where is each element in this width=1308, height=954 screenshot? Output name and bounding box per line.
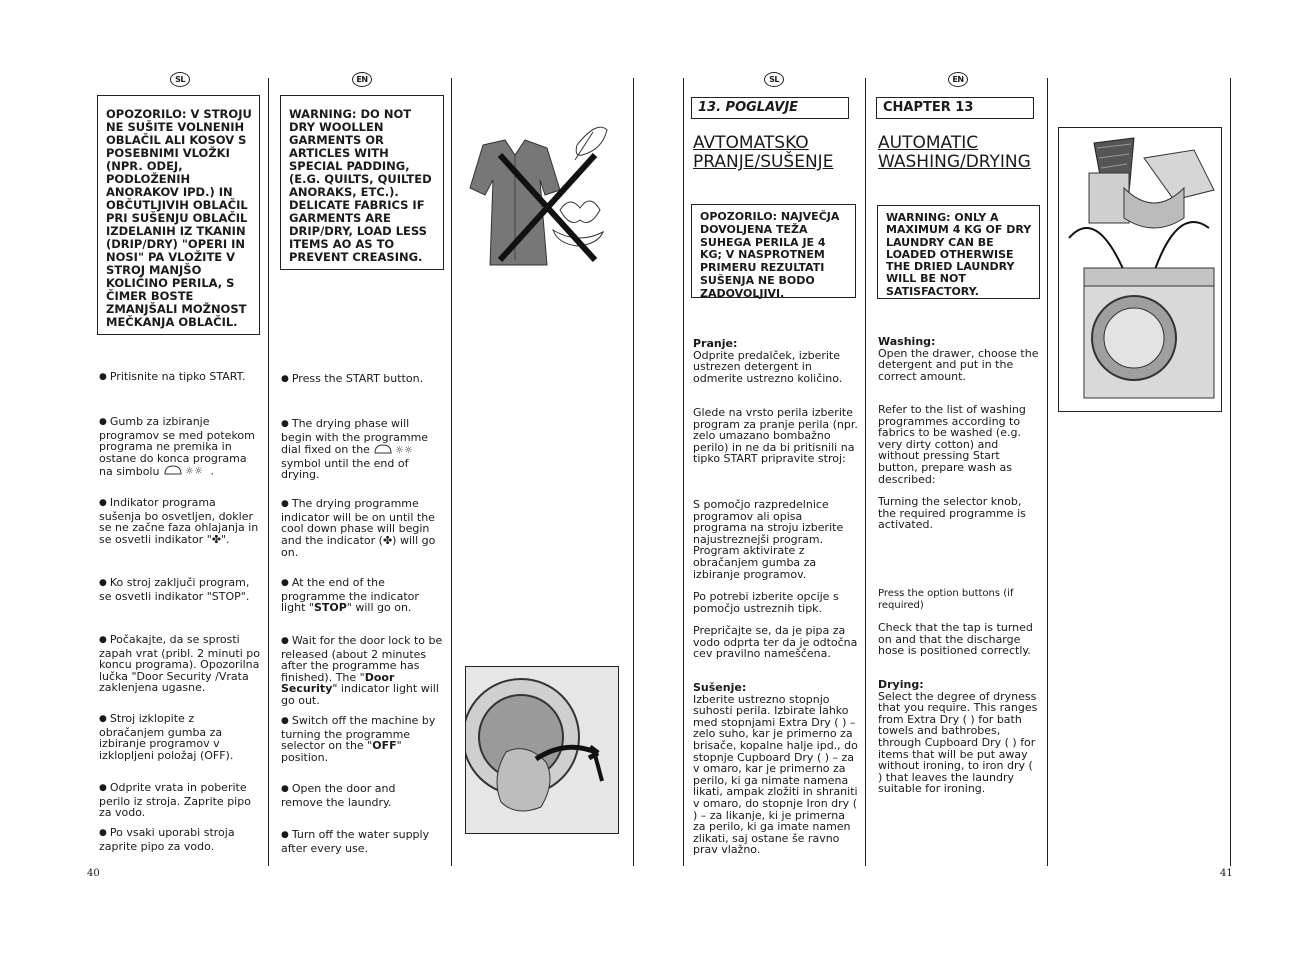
language-badge-sl: SL (170, 72, 190, 87)
sl-washing-section (693, 338, 858, 384)
dry-symbol-icon (163, 464, 207, 479)
en-washing-p2: Refer to the list of washing programmes according to fabrics to be washed (e.g. very dirty cotton) and without pressing Start button, prepare wash as described: (878, 403, 1026, 486)
en-warning-box (280, 95, 444, 270)
en-step-4 (281, 577, 443, 614)
en-chapter-text: CHAPTER 13 (883, 100, 974, 115)
language-badge-sl: SL (764, 72, 784, 87)
svg-text:☼☼: ☼☼ (395, 445, 414, 456)
page-number-left: 40 (87, 868, 100, 879)
en-max-load-warning (877, 205, 1040, 299)
sl-max-load-warning-text: OPOZORILO: NAJVEČJA DOVOLJENA TEŽA SUHEGA PERILA JE 4 KG; V NASPROTNEM PRIMERU REZULTATI SUŠENJA NE BODO ZADOVOLJIVI. (700, 210, 840, 300)
en-step-2 (281, 418, 441, 481)
en-step-5-end: " indicator light will go out. (281, 682, 439, 707)
en-step-2-end: symbol until the end of drying. (281, 456, 409, 482)
en-step-3 (281, 498, 443, 558)
garment-crossed-icon (465, 100, 620, 270)
sl-step-3-end: ". (220, 532, 230, 546)
sl-step-6: ● Stroj izklopite z obračanjem gumba za izbiranje programov v izklopljeni položaj (OFF). (99, 713, 261, 761)
sl-step-3 (99, 497, 261, 546)
en-step-5-door-security: Door Security (281, 670, 395, 696)
en-drying-text: Select the degree of dryness that you require. This ranges from Extra Dry ( ) for bath towels and bathrobes, through Cupboard Dry ( ) for items that will be put away without ironing, to iron dry ( ) that leaves the laundry suitable for ironing. (878, 689, 1038, 796)
en-step-3-end: ) will go on. (281, 533, 436, 559)
svg-text:☼☼: ☼☼ (184, 466, 203, 477)
en-step-5-text: ● Wait for the door lock to be released (about 2 minutes after the programme has finished). The " (281, 634, 442, 684)
en-title-line-1: AUTOMATIC (878, 133, 979, 153)
en-washing-section (878, 336, 1040, 382)
sl-washing-p3: S pomočjo razpredelnice programov ali opisa programa na stroju izberite najustreznejši program. Program aktivirate z obračanjem gumba za izbiranje programov. (693, 498, 844, 581)
language-badge-en: EN (352, 72, 372, 87)
sl-washing-p1: Odprite predalček, izberite ustrezen detergent in odmerite ustrezno količino. (693, 348, 843, 385)
language-badge-en: EN (948, 72, 968, 87)
sl-max-load-warning (691, 204, 856, 298)
sl-step-3-text: ● Indikator programa sušenja bo osvetljen, dokler se ne začne faza ohlajanja in se osvetli indikator " (99, 496, 258, 546)
sl-title-line-1: AVTOMATSKO (693, 133, 809, 153)
fan-icon: ✤ (211, 532, 221, 546)
sl-warning-box (97, 95, 260, 335)
sl-step-5: ● Počakajte, da se sprosti zapah vrat (pribl. 2 minuti po koncu programa). Opozorilna lučka "Door Security /Vrata zaklenjena ugasne. (99, 634, 261, 694)
column-divider (683, 78, 684, 866)
en-drying-heading: Drying: (878, 678, 924, 691)
sl-step-8: ● Po vsaki uporabi stroja zaprite pipo za vodo. (99, 827, 261, 852)
en-washing-p5: Check that the tap is turned on and that the discharge hose is positioned correctly. (878, 621, 1033, 658)
en-step-4-stop: STOP (313, 601, 347, 615)
en-warning-text: WARNING: DO NOT DRY WOOLLEN GARMENTS OR ARTICLES WITH SPECIAL PADDING, (E.G. QUILTS, QUILTED ANORAKS, ETC.). DELICATE FABRICS IF GARMENTS ARE DRIP/DRY, LOAD LESS ITEMS AO AS TO PREVENT CREASING. (289, 107, 432, 264)
column-divider (633, 78, 634, 866)
sl-title-line-2: PRANJE/SUŠENJE (693, 152, 834, 172)
en-washing-p4: Press the option buttons (if required) (878, 588, 1014, 611)
en-washing-p3: Turning the selector knob, the required programme is activated. (878, 495, 1026, 532)
washing-machine-icon (1059, 128, 1221, 411)
sl-chapter-label (691, 97, 849, 119)
en-title-line-2: WASHING/DRYING (878, 152, 1031, 172)
en-step-5 (281, 635, 443, 707)
sl-washing-p5: Prepričajte se, da je pipa za vodo odprta ter da je odtočna cev pravilno nameščena. (693, 624, 858, 661)
sl-washing-p2: Glede na vrsto perila izberite program za pranje perila (npr. zelo umazano bombažno perilo) in ne da bi pritisnili na tipko START pripravite stroj: (693, 406, 858, 466)
column-divider (268, 78, 269, 866)
en-step-6 (281, 715, 443, 763)
sl-drying-section (693, 682, 859, 856)
column-divider (1047, 78, 1048, 866)
sl-step-2 (99, 416, 261, 479)
en-max-load-warning-text: WARNING: ONLY A MAXIMUM 4 KG OF DRY LAUNDRY CAN BE LOADED OTHERWISE THE DRIED LAUNDRY WILL BE NOT SATISFACTORY. (886, 211, 1032, 298)
sl-step-2-text: ● Gumb za izbiranje programov se med potekom programa ne premika in ostane do konca programa na simbolu (99, 415, 255, 478)
sl-warning-text: OPOZORILO: V STROJU NE SUŠITE VOLNENIH OBLAČIL ALI KOSOV S POSEBNIMI VLOŽKI (NPR. ODEJ, PODLOŽENIH ANORAKOV IPD.) IN OBČUTLJIVIH OBLAČIL PRI SUŠENJU OBLAČIL IZDELANIH IZ TKANIN (DRIP/DRY) "OPERI IN NOSI" PA VLOŽITE V STROJ MANJŠO KOLIČINO PERILA, S ČIMER BOSTE ZMANJŠALI MOŽNOST MEČKANJA OBLAČIL. (106, 107, 252, 329)
column-divider (451, 78, 452, 866)
sl-step-1: ● Pritisnite na tipko START. (99, 371, 261, 385)
en-chapter-label (876, 97, 1034, 119)
sl-title (693, 134, 863, 172)
sl-drying-text: Izberite ustrezno stopnjo suhosti perila. Izbirate lahko med stopnjami Extra Dry ( ) – zelo suho, kar je primerno za brisače, kopalne halje ipd., do stopnje Cupboard Dry ( ) – za v omaro, kar je primerno za perilo, ki ga nimate namena likati, ampak zložiti in shraniti v omaro, do stopnje Iron dry ( ) – za likanje, ki je primerna za perilo, ki ga imate namen zlikati, saj ostane še ravno prav vlažno. (693, 692, 858, 857)
dry-symbol-icon (373, 443, 417, 458)
sl-drying-heading: Sušenje: (693, 681, 747, 694)
en-step-1: ● Press the START button. (281, 373, 443, 387)
sl-step-7: ● Odprite vrata in poberite perilo iz stroja. Zaprite pipo za vodo. (99, 782, 261, 819)
washer-door-icon (466, 667, 618, 833)
en-step-8: ● Turn off the water supply after every use. (281, 829, 443, 854)
en-title (878, 134, 1048, 172)
en-step-7: ● Open the door and remove the laundry. (281, 783, 431, 808)
column-divider (1230, 78, 1231, 866)
en-washing-heading: Washing: (878, 335, 936, 348)
remove-laundry-illustration (465, 666, 619, 834)
column-divider (865, 78, 866, 866)
en-step-4-text: ● At the end of the programme the indicator light " (281, 576, 419, 614)
sl-step-2-end: . (210, 464, 214, 478)
en-washing-p1: Open the drawer, choose the detergent and put in the correct amount. (878, 346, 1039, 383)
sl-chapter-text: 13. POGLAVJE (698, 100, 799, 115)
en-step-6-off: OFF (372, 739, 397, 753)
en-step-6-end: " position. (281, 739, 402, 764)
en-drying-section (878, 679, 1038, 795)
sl-washing-p4: Po potrebi izberite opcije s pomočjo ustreznih tipk. (693, 590, 839, 615)
sl-step-4: ● Ko stroj zaključi program, se osvetli indikator "STOP". (99, 577, 261, 602)
en-step-3-text: ● The drying programme indicator will be on until the cool down phase will begin and the indicator ( (281, 497, 435, 547)
fan-icon: ✤ (382, 533, 393, 547)
no-wool-illustration (465, 100, 620, 270)
sl-washing-heading: Pranje: (693, 337, 738, 350)
en-step-6-text: ● Switch off the machine by turning the programme selector on the " (281, 714, 435, 752)
washer-dryer-illustration (1058, 127, 1222, 412)
page-number-right: 41 (1220, 868, 1233, 879)
en-step-2-text: ● The drying phase will begin with the programme dial fixed on the (281, 417, 428, 456)
en-step-4-end: " will go on. (346, 601, 412, 615)
